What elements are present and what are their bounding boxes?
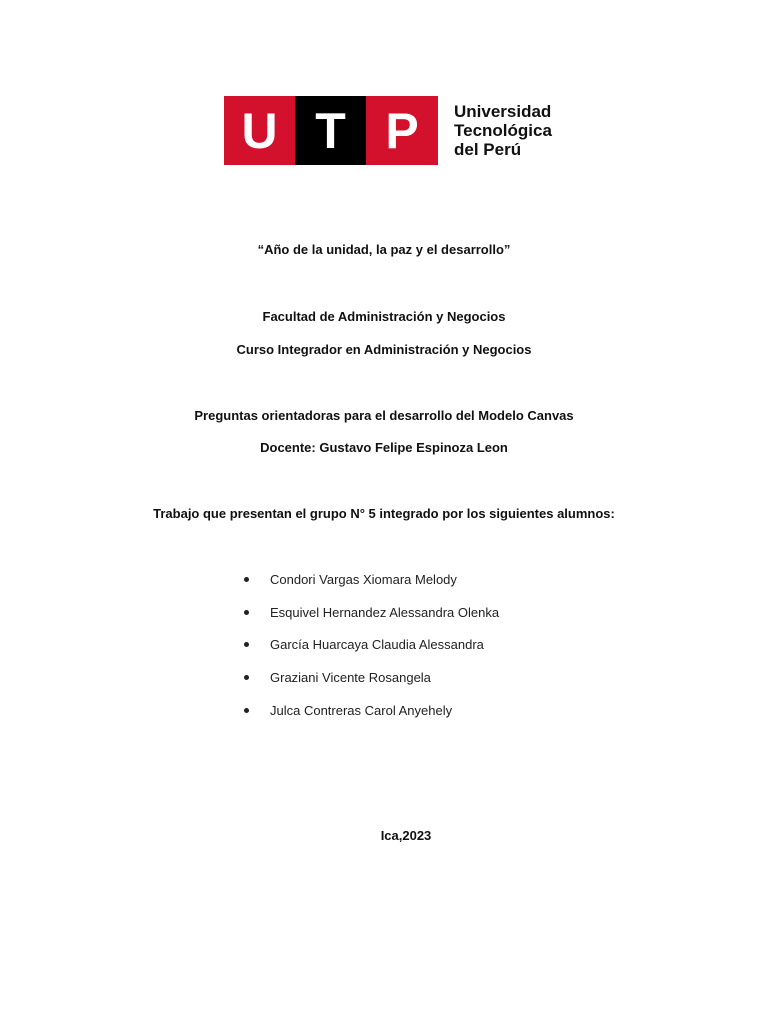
logo-name-line-3: del Perú	[454, 140, 522, 159]
student-name: Julca Contreras Carol Anyehely	[270, 702, 453, 718]
bullet-icon	[244, 577, 249, 582]
bullet-icon	[244, 708, 249, 713]
group-intro: Trabajo que presentan el grupo N° 5 integrado por los siguientes alumnos:	[153, 506, 615, 521]
course-name: Curso Integrador en Administración y Negocios	[236, 342, 532, 357]
student-name: Graziani Vicente Rosangela	[270, 670, 431, 686]
student-name: García Huarcaya Claudia Alessandra	[270, 637, 484, 653]
logo-name-line-2: Tecnológica	[454, 121, 552, 140]
logo-letter-u: U	[241, 102, 278, 159]
logo-letter-t: T	[315, 102, 346, 159]
teacher-name: Docente: Gustavo Felipe Espinoza Leon	[260, 440, 508, 455]
bullet-icon	[244, 610, 249, 615]
logo-block-t	[295, 96, 366, 165]
list-item	[244, 703, 499, 736]
faculty-name: Facultad de Administración y Negocios	[262, 309, 506, 324]
bullet-icon	[244, 675, 249, 680]
bullet-icon	[244, 642, 249, 647]
student-name: Condori Vargas Xiomara Melody	[270, 572, 457, 587]
list-item	[244, 637, 499, 670]
list-item	[244, 670, 499, 703]
student-name: Esquivel Hernandez Alessandra Olenka	[270, 604, 500, 620]
utp-logo	[224, 96, 552, 165]
assignment-topic: Preguntas orientadoras para el desarrollo del Modelo Canvas	[194, 408, 574, 423]
logo-name-line-1: Universidad	[454, 102, 552, 121]
year-motto: “Año de la unidad, la paz y el desarrollo”	[257, 242, 511, 257]
logo-university-name	[454, 102, 552, 159]
list-item	[244, 572, 499, 605]
place-and-year: Ica,2023	[380, 828, 432, 843]
logo-block-u	[224, 96, 295, 165]
student-list	[244, 572, 499, 735]
logo-letter-p: P	[385, 102, 419, 159]
logo-block-p	[366, 96, 438, 165]
list-item	[244, 605, 499, 638]
